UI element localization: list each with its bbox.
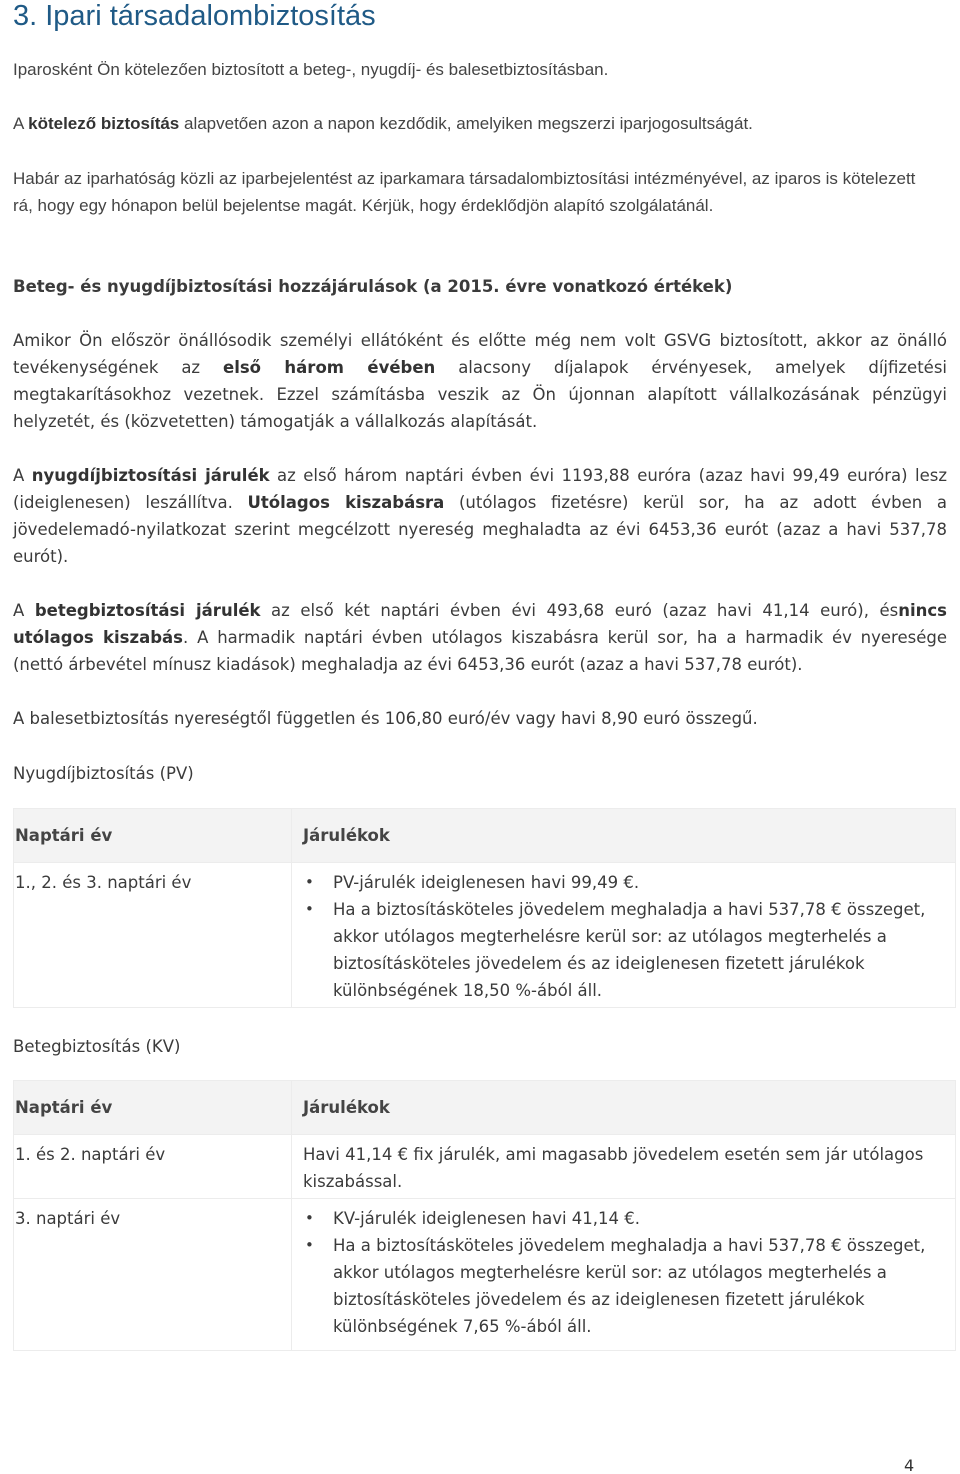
- section-title-pv: Nyugdíjbiztosítás (PV): [13, 764, 194, 783]
- bold-text: betegbiztosítási járulék: [34, 601, 261, 620]
- header-year: Naptári év: [14, 809, 292, 863]
- text: Amikor Ön először önállósodik személyi ellátóként és előtte még nem volt GSVG biztosított, akkor az önálló tevékenységének az: [13, 331, 947, 377]
- bold-text: nincs utólagos kiszabás: [13, 601, 947, 647]
- page-number: 4: [904, 1456, 915, 1474]
- text: alacsony díjalapok érvényesek, amelyek díjfizetési megtakarításokhoz vezetnek. Ezzel számításba veszik az Ön újonnan alapított vállalkozásának pénzügyi helyzetét, és (közvetetten) támogatják a vállalkozás alapítását.: [13, 358, 947, 431]
- cell-year: 3. naptári év: [14, 1199, 292, 1351]
- cell-contributions: Havi 41,14 € fix járulék, ami magasabb jövedelem esetén sem jár utólagos kiszabással.: [292, 1135, 956, 1199]
- table-row: [14, 863, 956, 1008]
- page-title: 3. Ipari társadalombiztosítás: [13, 0, 376, 32]
- kv-table: [13, 1080, 956, 1351]
- paragraph-health: [13, 597, 947, 678]
- table-header-row: [14, 809, 956, 863]
- section-title-kv: Betegbiztosítás (KV): [13, 1037, 181, 1056]
- text: A: [13, 466, 32, 485]
- table-header-row: [14, 1081, 956, 1135]
- text: (utólagos fizetésre) kerül sor, ha az adott évben a jövedelemadó-nyilatkozat szerint megcélzott nyereség meghaladta az évi 6453,36 eurót (azaz a havi 537,78 eurót).: [13, 493, 947, 566]
- table-row: [14, 1135, 956, 1199]
- bold-text: kötelező biztosítás: [28, 114, 180, 133]
- section-title-contributions: Beteg- és nyugdíjbiztosítási hozzájárulások (a 2015. évre vonatkozó értékek): [13, 277, 733, 296]
- table-row: [14, 1199, 956, 1351]
- cell-contributions: [292, 1199, 956, 1351]
- text: A: [13, 114, 29, 133]
- header-contributions: Járulékok: [292, 809, 956, 863]
- list-item: • Ha a biztosításköteles jövedelem meghaladja a havi 537,78 € összeget, akkor utólagos megterhelésre kerül sor: az utólagos megterhelés a biztosításköteles jövedelem és az ideiglenesen fizetett járulékok különbségének 7,65 %-ából áll.: [303, 1232, 941, 1340]
- paragraph-first-years: [13, 327, 947, 435]
- cell-contributions: [292, 863, 956, 1008]
- paragraph-pension: [13, 462, 947, 570]
- pv-table: [13, 808, 956, 1008]
- bold-text: nyugdíjbiztosítási járulék: [31, 466, 270, 485]
- list-item: • PV-járulék ideiglenesen havi 99,49 €.: [303, 869, 941, 896]
- header-contributions: Járulékok: [292, 1081, 956, 1135]
- bullet-list: [303, 869, 941, 1004]
- text: A: [13, 601, 35, 620]
- paragraph-accident: A balesetbiztosítás nyereségtől független és 106,80 euró/év vagy havi 8,90 euró összegű.: [13, 709, 758, 728]
- text: az első három naptári évben évi 1193,88 euróra (azaz havi 99,49 euróra) lesz (ideiglenesen) leszállítva.: [13, 466, 947, 512]
- paragraph-registration: Habár az iparhatóság közli az iparbejelentést az iparkamara társadalombiztosítási intézményével, az iparos is kötelezett rá, hogy egy hónapon belül bejelentse magát. Kérjük, hogy érdeklődjön alapító szolgálatánál.: [13, 169, 916, 215]
- text: alapvetően azon a napon kezdődik, amelyiken megszerzi iparjogosultságát.: [179, 114, 753, 133]
- header-year: Naptári év: [14, 1081, 292, 1135]
- paragraph-intro: Iparosként Ön kötelezően biztosított a beteg-, nyugdíj- és balesetbiztosításban.: [13, 60, 609, 79]
- list-item: • Ha a biztosításköteles jövedelem meghaladja a havi 537,78 € összeget, akkor utólagos megterhelésre kerül sor: az utólagos megterhelés a biztosításköteles jövedelem és az ideiglenesen fizetett járulékok különbségének 18,50 %-ából áll.: [303, 896, 941, 1004]
- cell-year: 1. és 2. naptári év: [14, 1135, 292, 1199]
- list-item: • KV-járulék ideiglenesen havi 41,14 €.: [303, 1205, 941, 1232]
- text: az első két naptári évben évi 493,68 euró (azaz havi 41,14 euró), és: [260, 601, 899, 620]
- bold-text: Utólagos kiszabásra: [247, 493, 445, 512]
- bold-text: első három évében: [223, 358, 436, 377]
- cell-year: 1., 2. és 3. naptári év: [14, 863, 292, 1008]
- bullet-list: [303, 1205, 941, 1340]
- paragraph-mandatory: [13, 110, 947, 137]
- text: . A harmadik naptári évben utólagos kiszabásra kerül sor, ha a harmadik év nyeresége (nettó árbevétel mínusz kiadások) meghaladja az évi 6453,36 eurót (azaz a havi 537,78 eurót).: [13, 628, 947, 674]
